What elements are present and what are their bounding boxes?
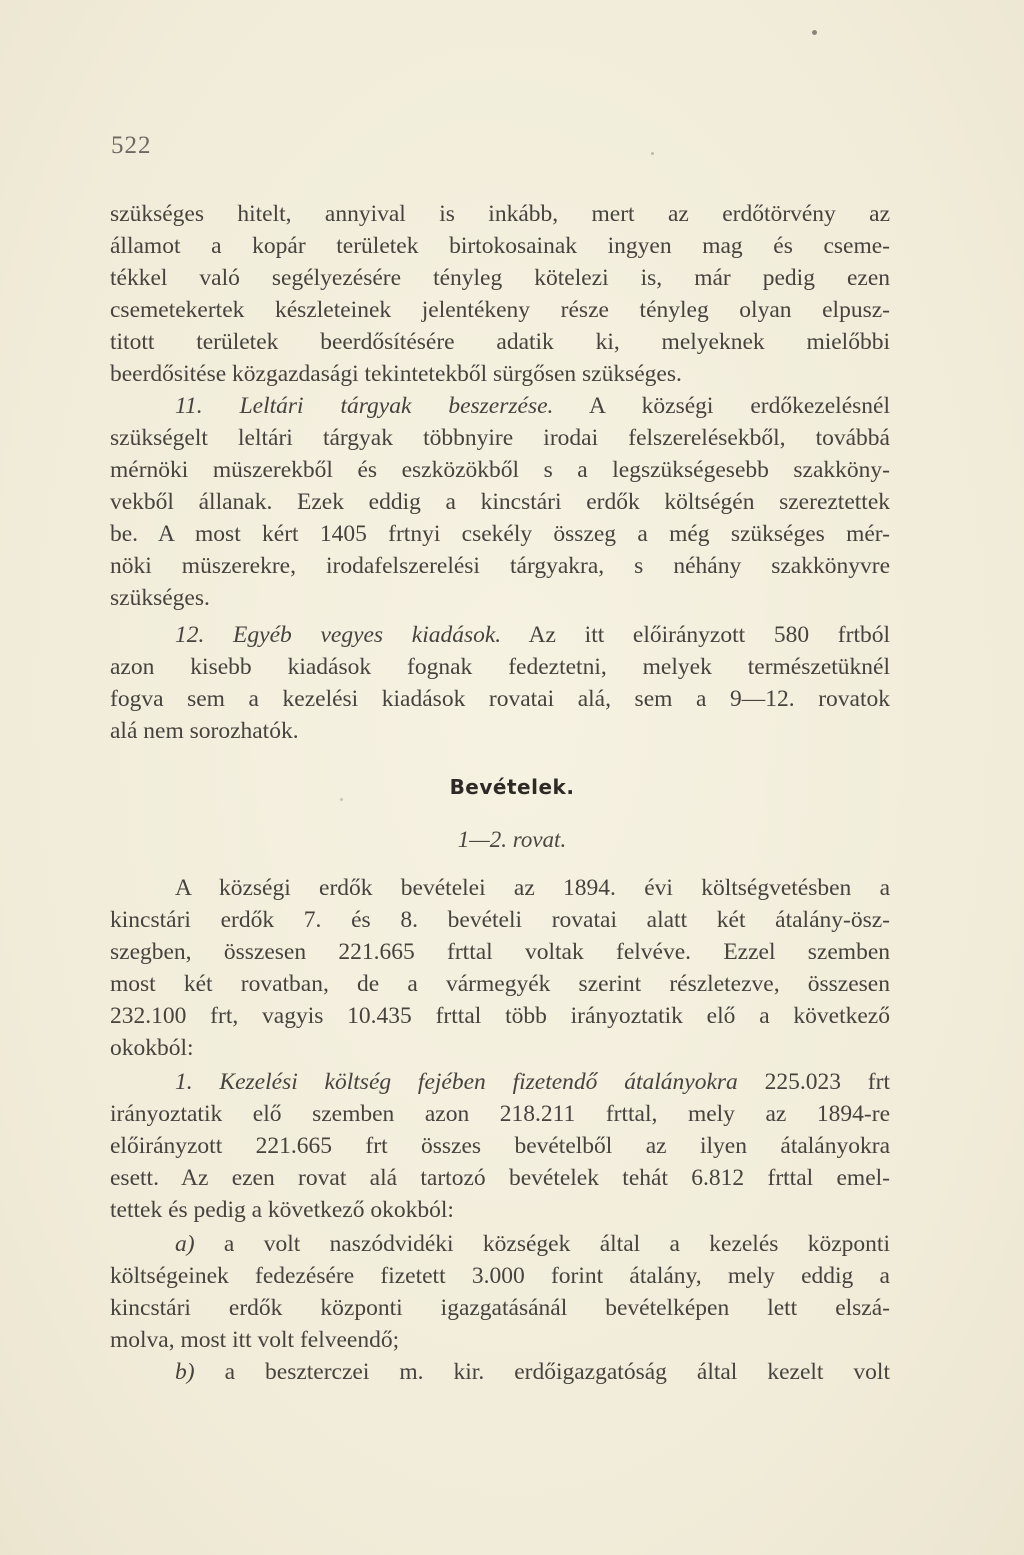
paragraph-a-naszodvideki [110,1228,890,1356]
item-text: 225.023 frt [737,1069,890,1095]
paper-speck [812,30,817,35]
text-line: irányoztatik elő szemben azon 218.211 frttal, mely az 1894-re [110,1101,890,1127]
text-line: szükséges hitelt, annyival is inkább, mert az erdőtörvény az [110,201,890,227]
text-line: A községi erdők bevételei az 1894. évi költségvetésben a [175,875,890,901]
text-line [110,1356,890,1388]
text-line: államot a kopár területek birtokosainak ingyen mag és cseme- [110,233,890,259]
paper-speck [651,152,654,155]
paragraph-hitel [110,198,890,390]
text-line: kincstári erdők 7. és 8. bevételi rovatai alatt két átalány-ösz- [110,907,890,933]
section-subheading: 1—2. rovat. [457,827,567,852]
item-text: Az itt előirányzott 580 frtból [501,622,890,648]
text-line: szegben, összesen 221.665 frttal voltak felvéve. Ezzel szemben [110,939,890,965]
text-line: molva, most itt volt felveendő; [110,1327,400,1353]
text-line: be. A most kért 1405 frtnyi csekély összeg a még szükséges mér- [110,521,890,547]
text-line: szükséges. [110,585,210,611]
text-line: csemetekertek készleteinek jelentékeny része tényleg olyan elpusz- [110,297,890,323]
text-line: azon kisebb kiadások fognak fedeztetni, melyek természetüknél [110,654,890,680]
text-line: fogva sem a kezelési kiadások rovatai alá, sem a 9—12. rovatok [110,686,890,712]
text-line: kincstári erdők központi igazgatásánál bevételképen lett elszá- [110,1295,890,1321]
item-letter: a) [175,1231,195,1257]
text-line: esett. Az ezen rovat alá tartozó bevételek tehát 6.812 frttal emel- [110,1165,890,1191]
text-line: okokból: [110,1035,194,1061]
text-line: vekből állanak. Ezek eddig a kincstári erdők költségén szereztettek [110,489,890,515]
text-line: titott területek beerdősítésére adatik ki, melyeknek mielőbbi [110,329,890,355]
paragraph-bevetelek [110,872,890,1064]
item-text: A községi erdőkezelésnél [553,393,890,419]
text-line: beerdősitése közgazdasági tekintetekből sürgősen szükséges. [110,361,682,387]
text-line: mérnöki müszerekből és eszközökből s a legszükségesebb szakköny- [110,457,890,483]
item-letter: b) [175,1359,195,1385]
text-line [110,390,890,422]
paragraph-b-beszterczei [110,1356,890,1388]
page-number: 522 [111,132,152,159]
paragraph-vegyes-kiadasok [110,619,890,747]
text-line: 232.100 frt, vagyis 10.435 frttal több irányoztatik elő a következő [110,1003,890,1029]
item-text: a volt naszódvidéki községek által a kezelés központi [194,1231,890,1257]
text-line [110,1066,890,1098]
item-title: 12. Egyéb vegyes kiadások. [175,622,502,648]
paragraph-kezelesi-koltseg [110,1066,890,1226]
text-line: nöki müszerekre, irodafelszerelési tárgyakra, s néhány szakkönyvre [110,553,890,579]
item-title: 1. Kezelési költség fejében fizetendő átalányokra [175,1069,738,1095]
text-line: tékkel való segélyezésére tényleg kötelezi is, már pedig ezen [110,265,890,291]
text-line [110,1228,890,1260]
text-line: tettek és pedig a következő okokból: [110,1197,454,1223]
text-line: költségeinek fedezésére fizetett 3.000 forint átalány, mely eddig a [110,1263,890,1289]
text-line: előirányzott 221.665 frt összes bevételből az ilyen átalányokra [110,1133,890,1159]
text-line: alá nem sorozhatók. [110,718,299,744]
text-line [110,619,890,651]
item-text: a beszterczei m. kir. erdőigazgatóság által kezelt volt [194,1359,890,1385]
paragraph-leltari-targyak [110,390,890,614]
text-line: most két rovatban, de a vármegyék szerint részletezve, összesen [110,971,890,997]
item-title: 11. Leltári tárgyak beszerzése. [175,393,554,419]
text-line: szükségelt leltári tárgyak többnyire irodai felszerelésekből, továbbá [110,425,890,451]
section-heading: Bevételek. [449,775,575,799]
